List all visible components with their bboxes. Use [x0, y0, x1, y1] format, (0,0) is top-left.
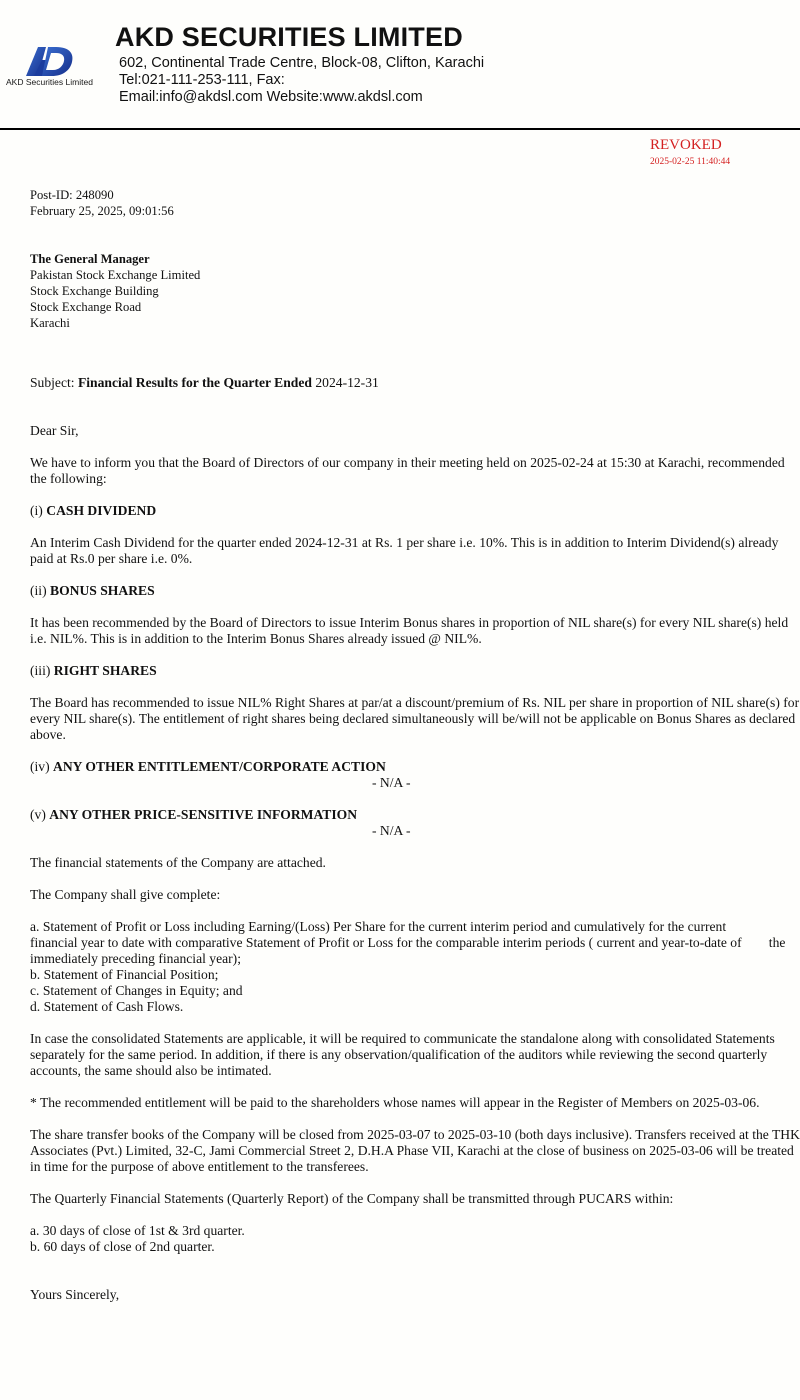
section-price-heading: (v) ANY OTHER PRICE-SENSITIVE INFORMATION [30, 807, 358, 822]
subject-date: 2024-12-31 [315, 375, 379, 390]
statement-b: b. Statement of Financial Position; [30, 967, 219, 982]
consolidated-paragraph: In case the consolidated Statements are applicable, it will be required to communicate the standalone along with consolidated Statements separately for the same period. In addition, if there is any observation/qualification of the auditors while reviewing the second quarterly accounts, the same should also be intimated. [30, 1031, 775, 1078]
attached-note: The financial statements of the Company are attached. [30, 855, 326, 870]
give-complete: The Company shall give complete: [30, 887, 221, 902]
post-date: February 25, 2025, 09:01:56 [30, 204, 174, 218]
letterhead [0, 0, 800, 130]
subject-title: Financial Results for the Quarter Ended [77, 375, 312, 390]
section-bonus-heading: (ii) BONUS SHARES [30, 583, 155, 598]
section-other-body: - N/A - [372, 775, 411, 790]
section-cash-body: An Interim Cash Dividend for the quarter ended 2024-12-31 at Rs. 1 per share i.e. 10%. This is in addition to Interim Dividend(s) already paid at Rs.0 per share i.e. 0%. [30, 535, 779, 566]
recipient-road: Stock Exchange Road [30, 300, 142, 314]
subject-label: Subject: [30, 375, 75, 390]
post-id: Post-ID: 248090 [30, 188, 114, 202]
book-closure-paragraph: The share transfer books of the Company will be closed from 2025-03-07 to 2025-03-10 (both days inclusive). Transfers received at the THK Associates (Pvt.) Limited, 32-C, Jami Commercial Street 2, D.H.A Phase VII, Karachi at the close of business on 2025-03-06 will be treated in time for the purpose of above entitlement to the transferees. [30, 1127, 800, 1174]
company-phone: Tel:021-111-253-111, Fax: [119, 72, 285, 88]
greeting: Dear Sir, [30, 423, 79, 438]
statement-d: d. Statement of Cash Flows. [30, 999, 184, 1014]
recipient-org: Pakistan Stock Exchange Limited [30, 268, 201, 282]
statement-c: c. Statement of Changes in Equity; and [30, 983, 243, 998]
letter-body [30, 187, 800, 1303]
company-contact: Email:info@akdsl.com Website:www.akdsl.com [119, 89, 423, 105]
pucars-item-a: a. 30 days of close of 1st & 3rd quarter. [30, 1223, 245, 1238]
company-name: AKD SECURITIES LIMITED [115, 22, 463, 52]
recipient-title: The General Manager [30, 252, 150, 266]
intro-paragraph: We have to inform you that the Board of Directors of our company in their meeting held on 2025-02-24 at 15:30 at Karachi, recommended the following: [30, 455, 785, 486]
closing: Yours Sincerely, [30, 1287, 120, 1302]
company-address: 602, Continental Trade Centre, Block-08, Clifton, Karachi [119, 55, 485, 71]
section-other-heading: (iv) ANY OTHER ENTITLEMENT/CORPORATE ACTION [30, 759, 386, 774]
subject-line [30, 375, 800, 391]
recipient-city: Karachi [30, 316, 70, 330]
status-badge: REVOKED [650, 137, 722, 153]
statement-a: a. Statement of Profit or Loss including Earning/(Loss) Per Share for the current interim period and cumulatively for the current financial year to date with comparative Statement of Profit or Loss for the comparable interim periods ( current and year-to-date of the immediately preceding financial year); [30, 919, 789, 966]
section-bonus-body: It has been recommended by the Board of Directors to issue Interim Bonus shares in proportion of NIL share(s) for every NIL share(s) held i.e. NIL%. This is in addition to the Interim Bonus Shares already issued @ NIL%. [30, 615, 789, 646]
status-timestamp: 2025-02-25 11:40:44 [650, 157, 731, 167]
section-right-heading: (iii) RIGHT SHARES [30, 663, 157, 678]
recipient-building: Stock Exchange Building [30, 284, 159, 298]
pucars-item-b: b. 60 days of close of 2nd quarter. [30, 1239, 215, 1254]
section-price-body: - N/A - [372, 823, 411, 838]
section-right-body: The Board has recommended to issue NIL% Right Shares at par/at a discount/premium of Rs. NIL per share in proportion of NIL share(s) for every NIL share(s). The entitlement of right shares being declared simultaneously will be/will not be applicable on Bonus Shares as declared above. [30, 695, 800, 742]
section-cash-heading: (i) CASH DIVIDEND [30, 503, 157, 518]
pucars-paragraph: The Quarterly Financial Statements (Quarterly Report) of the Company shall be transmitted through PUCARS within: [30, 1191, 674, 1206]
logo-caption: AKD Securities Limited [6, 77, 93, 87]
entitlement-note: * The recommended entitlement will be paid to the shareholders whose names will appear in the Register of Members on 2025-03-06. [30, 1095, 760, 1110]
